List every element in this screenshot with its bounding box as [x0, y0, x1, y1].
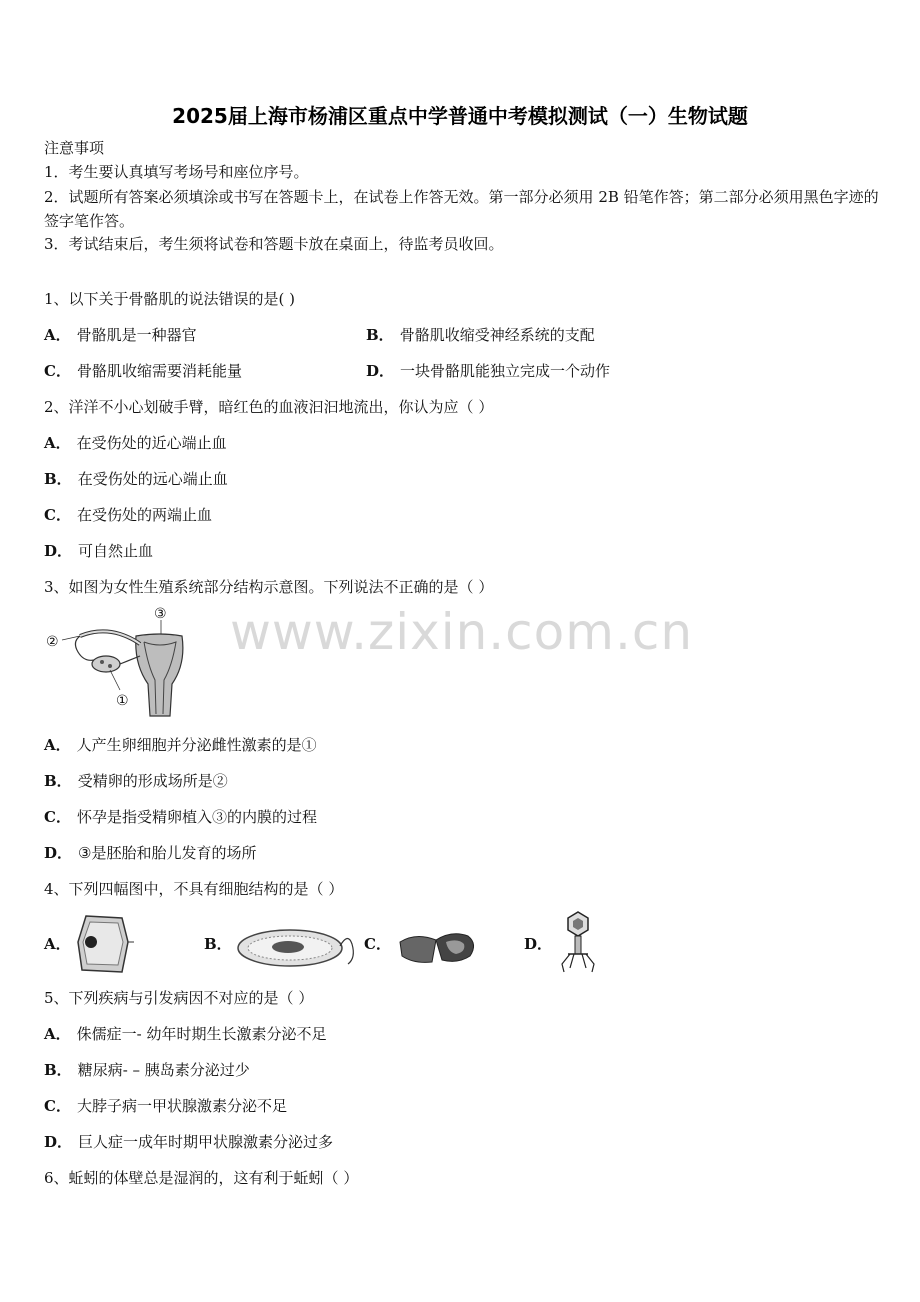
option-text: ③是胚胎和胎儿发育的场所: [78, 844, 257, 862]
notice-item: 3．考试结束后，考生须将试卷和答题卡放在桌面上，待监考员收回。: [44, 235, 504, 253]
notice-item: 2．试题所有答案必须填涂或书写在答题卡上，在试卷上作答无效。第一部分必须用 2B 铅笔作答；第二部分必须用黑色字迹的签字笔作答。: [44, 188, 879, 230]
bacterium-image: [236, 924, 358, 972]
option-c[interactable]: [44, 504, 212, 526]
question-stem: 5、下列疾病与引发病因不对应的是（ ）: [44, 989, 314, 1007]
option-text: 人产生卵细胞并分泌雌性激素的是①: [76, 736, 317, 754]
option-text: 怀孕是指受精卵植入③的内膜的过程: [76, 808, 317, 826]
option-a[interactable]: [44, 324, 197, 346]
figure-label-3: ③: [154, 606, 167, 622]
option-b[interactable]: [44, 468, 228, 490]
option-key: B．: [204, 935, 232, 953]
option-b[interactable]: [204, 933, 238, 955]
option-d[interactable]: [44, 1131, 333, 1153]
option-text: 在受伤处的近心端止血: [76, 434, 227, 452]
notice-heading: 注意事项: [44, 139, 105, 157]
question-stem: 4、下列四幅图中，不具有细胞结构的是（ ）: [44, 880, 344, 898]
option-text: 骨骼肌是一种器官: [76, 326, 197, 344]
option-key: A．: [44, 434, 71, 452]
option-key: B．: [366, 326, 394, 344]
option-c[interactable]: [44, 806, 317, 828]
option-text: 受精卵的形成场所是②: [77, 772, 228, 790]
option-key: D．: [44, 844, 73, 862]
option-a[interactable]: [44, 734, 317, 756]
option-text: 巨人症一成年时期甲状腺激素分泌过多: [78, 1133, 334, 1151]
option-c[interactable]: [44, 360, 242, 382]
option-key: C．: [44, 362, 71, 380]
figure-label-1: ①: [116, 693, 129, 709]
page-title: 2025届上海市杨浦区重点中学普通中考模拟测试（一）生物试题: [172, 104, 748, 128]
option-key: A．: [44, 326, 71, 344]
reproductive-system-figure: [40, 604, 210, 726]
notice-item: 1．考生要认真填写考场号和座位序号。: [44, 163, 309, 181]
option-b[interactable]: [44, 1059, 250, 1081]
option-a[interactable]: [44, 1023, 326, 1045]
option-key: B．: [44, 470, 72, 488]
option-text: 可自然止血: [78, 542, 154, 560]
option-d[interactable]: [524, 933, 558, 955]
option-d[interactable]: [44, 540, 153, 562]
option-a[interactable]: [44, 432, 227, 454]
option-text: 在受伤处的两端止血: [76, 506, 212, 524]
option-d[interactable]: [44, 842, 256, 864]
option-text: 骨骼肌收缩受神经系统的支配: [399, 326, 595, 344]
question-stem: 2、洋洋不小心划破手臂，暗红色的血液汩汩地流出，你认为应（ ）: [44, 398, 494, 416]
watermark: www.zixin.com.cn: [230, 603, 694, 661]
option-key: D．: [366, 362, 395, 380]
option-key: C．: [44, 1097, 71, 1115]
question-stem: 6、蚯蚓的体壁总是湿润的，这有利于蚯蚓（ ）: [44, 1169, 359, 1187]
option-key: D．: [44, 1133, 73, 1151]
virus-image: [558, 910, 598, 976]
option-d[interactable]: [366, 360, 610, 382]
option-key: B．: [44, 772, 72, 790]
option-c[interactable]: [364, 933, 397, 955]
plant-cell-image: [72, 912, 136, 976]
option-text: 骨骼肌收缩需要消耗能量: [76, 362, 242, 380]
option-key: D．: [524, 935, 553, 953]
mushroom-image: [396, 928, 478, 968]
question-stem: 1、以下关于骨骼肌的说法错误的是( ): [44, 290, 296, 308]
question-stem: 3、如图为女性生殖系统部分结构示意图。下列说法不正确的是（ ）: [44, 578, 494, 596]
option-c[interactable]: [44, 1095, 287, 1117]
option-text: 在受伤处的远心端止血: [77, 470, 228, 488]
option-key: A．: [44, 935, 71, 953]
option-b[interactable]: [44, 770, 228, 792]
option-key: A．: [44, 1025, 71, 1043]
option-key: A．: [44, 736, 71, 754]
option-key: C．: [44, 506, 71, 524]
option-text: 侏儒症一- 幼年时期生长激素分泌不足: [76, 1025, 327, 1043]
option-key: B．: [44, 1061, 72, 1079]
figure-label-2: ②: [46, 634, 59, 650]
option-text: 糖尿病- – 胰岛素分泌过少: [77, 1061, 250, 1079]
option-text: 一块骨骼肌能独立完成一个动作: [400, 362, 611, 380]
option-key: C．: [44, 808, 71, 826]
option-key: C．: [364, 935, 391, 953]
option-key: D．: [44, 542, 73, 560]
option-text: 大脖子病一甲状腺激素分泌不足: [76, 1097, 287, 1115]
option-b[interactable]: [366, 324, 595, 346]
